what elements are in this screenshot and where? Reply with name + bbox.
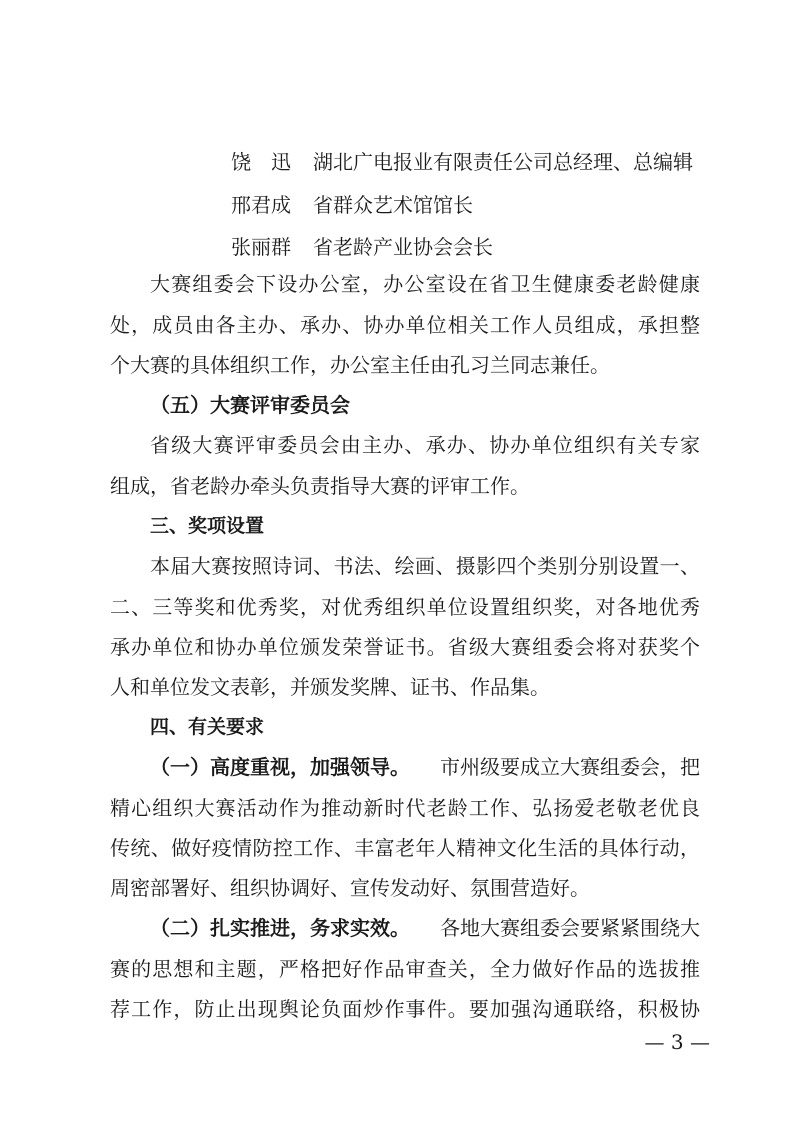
member-title: 省老龄产业协会会长 <box>313 235 493 259</box>
office-paragraph-line: 处，成员由各主办、承办、协办单位相关工作人员组成，承担整 <box>110 313 700 337</box>
page-number: — 3 — <box>644 1030 710 1054</box>
jury-paragraph-line: 组成，省老龄办牵头负责指导大赛的评审工作。 <box>110 474 530 498</box>
awards-paragraph-line: 人和单位发文表彰，并颁发奖牌、证书、作品集。 <box>110 675 550 699</box>
requirement-2-line: 荐工作，防止出现舆论负面炒作事件。要加强沟通联络，积极协 <box>110 997 700 1021</box>
jury-paragraph-line: 省级大赛评审委员会由主办、承办、协办单位组织有关专家 <box>150 433 700 457</box>
office-paragraph-line: 个大赛的具体组织工作，办公室主任由孔习兰同志兼任。 <box>110 353 610 377</box>
requirement-2-line: 赛的思想和主题，严格把好作品审查关，全力做好作品的选拔推 <box>110 957 700 981</box>
office-paragraph-line: 大赛组委会下设办公室，办公室设在省卫生健康委老龄健康 <box>150 272 700 296</box>
member-title: 湖北广电报业有限责任公司总经理、总编辑 <box>313 150 693 174</box>
awards-paragraph-line: 本届大赛按照诗词、书法、绘画、摄影四个类别分别设置一、 <box>150 554 700 578</box>
awards-paragraph-line: 二、三等奖和优秀奖，对优秀组织单位设置组织奖，对各地优秀 <box>110 595 700 619</box>
section-heading-5: （五）大赛评审委员会 <box>150 393 350 417</box>
requirement-1-first-line <box>150 755 700 779</box>
requirement-1-line: 周密部署好、组织协调好、宣传发动好、氛围营造好。 <box>110 876 590 900</box>
requirement-1-line: 传统、做好疫情防控工作、丰富老年人精神文化生活的具体行动， <box>110 836 700 860</box>
requirement-2-first-line <box>150 916 700 940</box>
awards-paragraph-line: 承办单位和协办单位颁发荣誉证书。省级大赛组委会将对获奖个 <box>110 635 700 659</box>
member-name: 饶 迅 <box>231 150 291 174</box>
member-name: 张丽群 <box>231 235 291 259</box>
requirement-1-lead: （一）高度重视，加强领导。 <box>150 755 410 779</box>
section-heading-awards: 三、奖项设置 <box>150 515 265 537</box>
member-title: 省群众艺术馆馆长 <box>313 193 473 217</box>
requirement-2-lead: （二）扎实推进，务求实效。 <box>150 916 410 940</box>
requirement-1-text: 市州级要成立大赛组委会，把 <box>440 755 700 779</box>
requirement-2-text: 各地大赛组委会要紧紧围绕大 <box>440 916 700 940</box>
section-heading-requirements: 四、有关要求 <box>150 716 265 738</box>
requirement-1-line: 精心组织大赛活动作为推动新时代老龄工作、弘扬爱老敬老优良 <box>110 796 700 820</box>
member-name: 邢君成 <box>231 193 291 217</box>
